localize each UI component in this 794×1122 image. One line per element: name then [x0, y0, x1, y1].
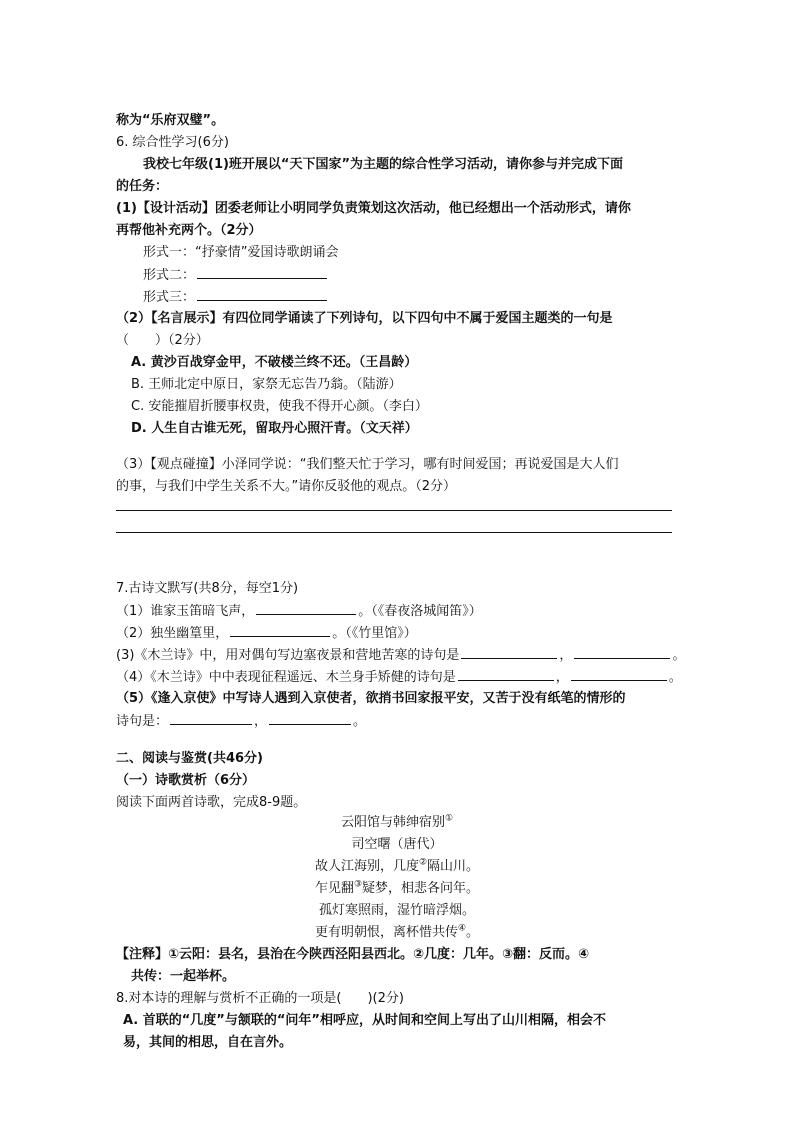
- text-span: 疑梦，相悲各问年。: [362, 881, 480, 896]
- text-span: 。（《竹里馆》）: [332, 626, 417, 641]
- answer-blank[interactable]: [269, 712, 351, 725]
- poem-line: [0, 924, 794, 942]
- answer-blank[interactable]: [256, 602, 356, 615]
- answer-blank[interactable]: [230, 624, 330, 637]
- poem-line: [0, 880, 794, 898]
- answer-blank[interactable]: [197, 266, 327, 279]
- text-span: 故人江海别，几度: [314, 859, 419, 874]
- option-b: B. 王师北定中原日，家祭无忘告乃翁。（陆游）: [131, 377, 402, 392]
- answer-blank[interactable]: [170, 712, 252, 725]
- text-span: 云阳馆与韩绅宿别: [340, 815, 445, 830]
- form-two-label: 形式二：: [143, 268, 196, 283]
- text-line: 的事，与我们中学生关系不大。”请你反驳他的观点。（2分）: [116, 479, 457, 494]
- option-d: D. 人生自古谁无死，留取丹心照汗青。（文天祥）: [131, 421, 418, 436]
- form-three-label: 形式三：: [143, 290, 196, 305]
- notes: 【注释】①云阳：县名，县治在今陕西泾阳县西北。②几度：几年。③翻：反而。④: [116, 947, 590, 962]
- form-one: 形式一：“抒豪情”爱国诗歌朗诵会: [143, 245, 339, 260]
- text-span: 。: [466, 925, 480, 940]
- question-7-heading: 7.古诗文默写(共8分，每空1分): [116, 581, 299, 596]
- text-span: （2）独坐幽篁里，: [116, 626, 229, 641]
- answer-blank[interactable]: [574, 646, 670, 659]
- text-span: ，: [555, 670, 569, 685]
- text-span: 。: [668, 670, 682, 685]
- text-line: （3）【观点碰撞】小泽同学说：“我们整天忙于学习，哪有时间爱国；再说爱国是大人们: [116, 457, 619, 472]
- text-span: ，: [254, 714, 268, 729]
- option-c: C. 安能摧眉折腰事权贵，使我不得开心颜。（李白）: [131, 399, 428, 414]
- answer-blank[interactable]: [197, 288, 327, 301]
- subsection-heading: （一）诗歌赏析（6分）: [116, 773, 256, 788]
- form-two-row: [143, 266, 329, 285]
- text-span: 。: [353, 714, 367, 729]
- answer-blank[interactable]: [571, 668, 667, 681]
- option-a: A. 黄沙百战穿金甲，不破楼兰终不还。（王昌龄）: [131, 355, 418, 370]
- question-6-heading: 6. 综合性学习(6分): [116, 135, 229, 150]
- form-three-row: [143, 288, 329, 307]
- notes: 共传：一起举杯。: [131, 969, 236, 984]
- option-a: A. 首联的“几度”与颔联的“问年”相呼应，从时间和空间上写出了山川相隔，相会不: [123, 1013, 606, 1028]
- text-line: 再帮他补充两个。（2分）: [116, 223, 262, 238]
- poem-title: [0, 814, 794, 832]
- text-span: 更有明朝恨，离杯惜共传: [314, 925, 458, 940]
- note-marker: ①: [444, 813, 454, 824]
- recite-item-5-answer: [116, 712, 366, 731]
- recite-item-4: [116, 668, 682, 687]
- text-span: (3)《木兰诗》中，用对偶句写边塞夜景和营地苦寒的诗句是: [116, 648, 460, 663]
- answer-line[interactable]: [116, 510, 672, 511]
- recite-item-5: （5）《逢入京使》中写诗人遇到入京使者，欲捎书回家报平安，又苦于没有纸笔的情形的: [116, 691, 626, 706]
- instruction: 阅读下面两首诗歌，完成8-9题。: [116, 795, 307, 810]
- text-span: ，: [559, 648, 573, 663]
- option-a: 易，其间的相思，自在言外。: [123, 1035, 293, 1050]
- text-span: （4）《木兰诗》中中表现征程遥远、木兰身手矫健的诗句是: [116, 670, 456, 685]
- text-span: 。: [672, 648, 686, 663]
- text-line: (1)【设计活动】团委老师让小明同学负责策划这次活动，他已经想出一个活动形式，请你: [116, 201, 631, 216]
- text-span: 隔山川。: [427, 859, 480, 874]
- answer-blank[interactable]: [458, 668, 554, 681]
- text-line: （2）【名言展示】有四位同学诵读了下列诗句，以下四句中不属于爱国主题类的一句是: [116, 311, 613, 326]
- text-line: （ ）（2分）: [116, 333, 209, 348]
- poem-author: 司空曙（唐代）: [351, 837, 443, 852]
- note-marker: ②: [418, 857, 428, 868]
- text-span: （1）谁家玉笛暗飞声，: [116, 604, 255, 619]
- question-8: 8.对本诗的理解与赏析不正确的一项是( )(2分): [116, 991, 404, 1006]
- answer-line[interactable]: [116, 532, 672, 533]
- text-line: 的任务：: [116, 179, 169, 194]
- text-span: 。（《春夜洛城闻笛》）: [358, 604, 482, 619]
- text-line: 称为“乐府双璧”。: [116, 113, 225, 128]
- note-marker: ③: [353, 879, 363, 890]
- poem-line: [0, 858, 794, 876]
- text-span: 乍见翻: [314, 881, 354, 896]
- recite-item-1: [116, 602, 482, 621]
- note-marker: ④: [457, 923, 467, 934]
- poem-line: 孤灯寒照雨，湿竹暗浮烟。: [318, 903, 475, 918]
- text-span: 诗句是：: [116, 714, 169, 729]
- recite-item-3: [116, 646, 685, 665]
- recite-item-2: [116, 624, 417, 643]
- text-line: 我校七年级(1)班开展以“天下国家”为主题的综合性学习活动，请你参与并完成下面: [143, 157, 624, 172]
- answer-blank[interactable]: [461, 646, 557, 659]
- section-2-heading: 二、阅读与鉴赏(共46分): [116, 751, 263, 766]
